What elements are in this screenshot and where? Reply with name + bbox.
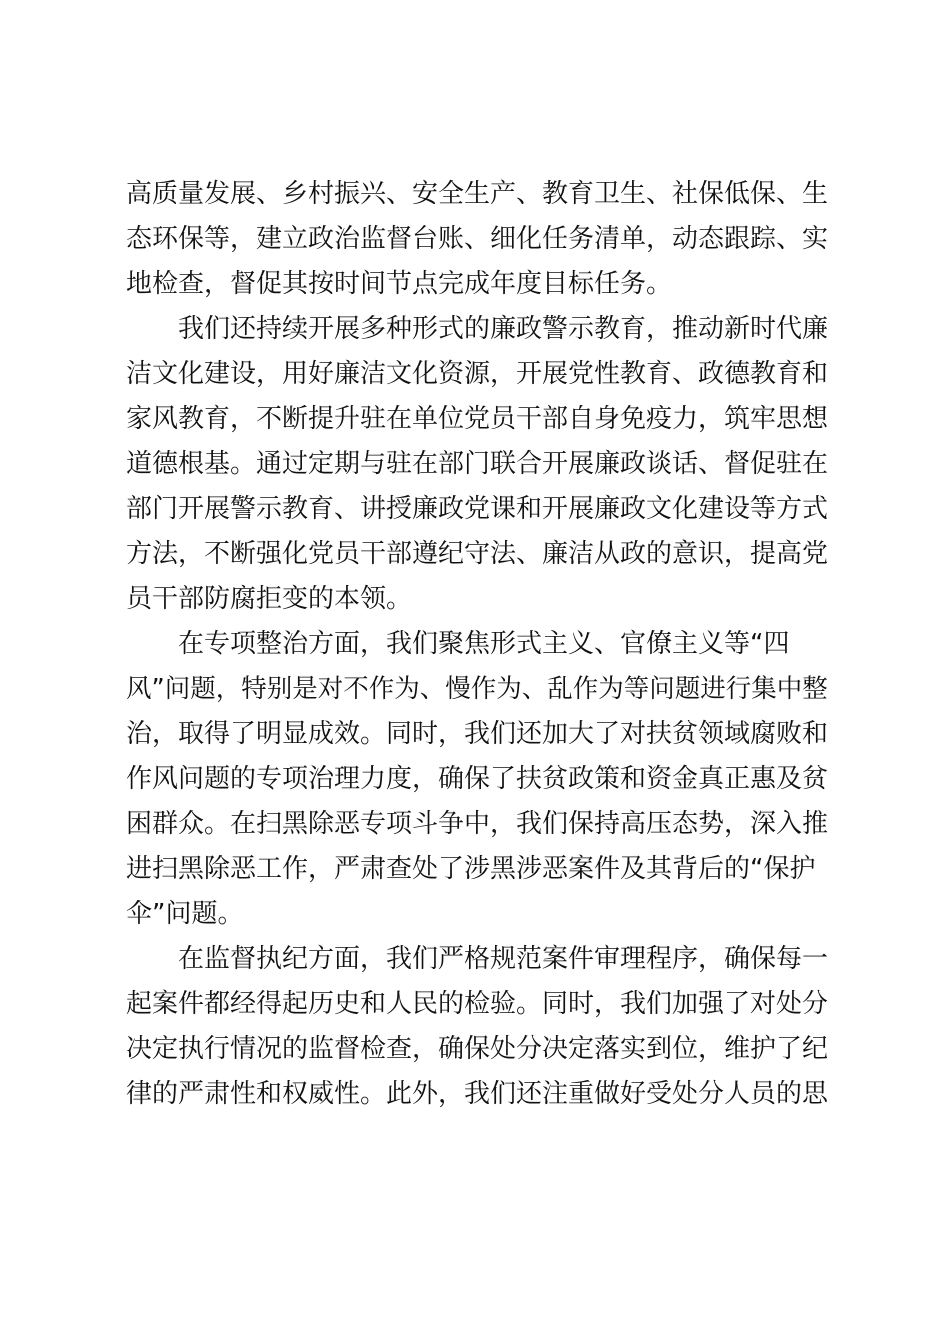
text-line: 风”问题，特别是对不作为、慢作为、乱作为等问题进行集中整 — [126, 674, 828, 704]
paragraph-first-line: 我们还持续开展多种形式的廉政警示教育，推动新时代廉 — [178, 314, 829, 344]
text-line: 地检查，督促其按时间节点完成年度目标任务。 — [126, 269, 673, 299]
text-line: 作风问题的专项治理力度，确保了扶贫政策和资金真正惠及贫 — [126, 764, 829, 794]
text-line: 律的严肃性和权威性。此外，我们还注重做好受处分人员的思 — [126, 1079, 829, 1109]
text-line: 高质量发展、乡村振兴、安全生产、教育卫生、社保低保、生 — [126, 179, 829, 209]
text-line: 部门开展警示教育、讲授廉政党课和开展廉政文化建设等方式 — [126, 494, 829, 524]
text-line: 家风教育，不断提升驻在单位党员干部自身免疫力，筑牢思想 — [126, 404, 829, 434]
text-line: 进扫黑除恶工作，严肃查处了涉黑涉恶案件及其背后的“保护 — [126, 854, 816, 884]
text-line: 道德根基。通过定期与驻在部门联合开展廉政谈话、督促驻在 — [126, 449, 829, 479]
text-line: 困群众。在扫黑除恶专项斗争中，我们保持高压态势，深入推 — [126, 809, 829, 839]
text-line: 治，取得了明显成效。同时，我们还加大了对扶贫领域腐败和 — [126, 719, 829, 749]
text-line: 态环保等，建立政治监督台账、细化任务清单，动态跟踪、实 — [126, 224, 829, 254]
text-line: 洁文化建设，用好廉洁文化资源，开展党性教育、政德教育和 — [126, 359, 829, 389]
text-line: 起案件都经得起历史和人民的检验。同时，我们加强了对处分 — [126, 989, 829, 1019]
text-line: 决定执行情况的监督检查，确保处分决定落实到位，维护了纪 — [126, 1034, 829, 1064]
paragraph-first-line: 在专项整治方面，我们聚焦形式主义、官僚主义等“四 — [178, 629, 790, 659]
text-line: 方法，不断强化党员干部遵纪守法、廉洁从政的意识，提高党 — [126, 539, 829, 569]
text-line: 伞”问题。 — [126, 899, 244, 929]
text-line: 员干部防腐拒变的本领。 — [126, 584, 413, 614]
paragraph-first-line: 在监督执纪方面，我们严格规范案件审理程序，确保每一 — [178, 944, 829, 974]
